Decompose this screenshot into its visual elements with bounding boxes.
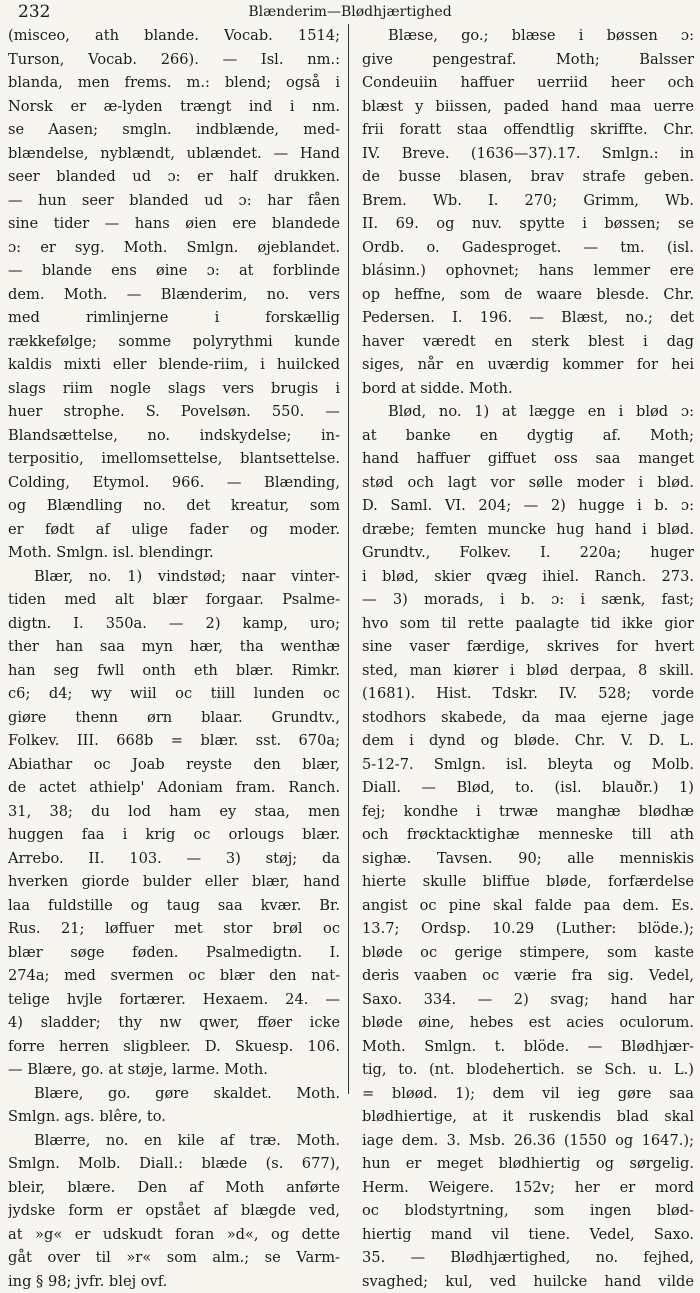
text-line: hand haffuer giffuet oss saa manget [362, 447, 694, 471]
text-line: c6; d4; wy wiil oc tiill lunden oc [8, 682, 340, 706]
text-line: — 3) morads, i b. ɔ: i sænk, fast; [362, 588, 694, 612]
text-line: i blød, skier qvæg ihiel. Ranch. 273. [362, 565, 694, 589]
text-line: hun er meget blødhiertig og sørgelig. [362, 1152, 694, 1176]
text-line: slags riim nogle slags vers brugis i [8, 377, 340, 401]
text-line: og Blændling no. det kreatur, som [8, 494, 340, 518]
text-line: kaldis mixti eller blende-riim, i huilcked [8, 353, 340, 377]
text-line: Grundtv., Folkev. I. 220a; huger [362, 541, 694, 565]
text-line: Blæse, go.; blæse i bøssen ɔ: [362, 24, 694, 48]
text-line: = bløød. 1); dem vil ieg gøre saa [362, 1082, 694, 1106]
running-title: Blænderim—Blødhjærtighed [10, 4, 690, 20]
text-line: blásinn.) ophovnet; hans lemmer ere [362, 259, 694, 283]
text-line: ɔ: er syg. Moth. Smlgn. øjeblandet. [8, 236, 340, 260]
text-line: och frøcktacktighæ menneske till ath [362, 823, 694, 847]
text-line: hvo som til rette paalagte tid ikke gior [362, 612, 694, 636]
text-line: deris vaaben oc værie fra sig. Vedel, [362, 964, 694, 988]
text-line: at »g« er udskudt foran »d«, og dette [8, 1223, 340, 1247]
text-line: tig, to. (nt. blodehertich. se Sch. u. L.) [362, 1058, 694, 1082]
text-line: stodhors skabede, da maa ejerne jage [362, 706, 694, 730]
text-line: sine tider — hans øien ere blandede [8, 212, 340, 236]
text-line: Diall. — Blød, to. (isl. blauðr.) 1) [362, 776, 694, 800]
text-line: giøre thenn ørn blaar. Grundtv., [8, 706, 340, 730]
text-line: (misceo, ath blande. Vocab. 1514; [8, 24, 340, 48]
text-line: de actet athielp' Adoniam fram. Ranch. [8, 776, 340, 800]
text-line: hiertig mand vil tiene. Vedel, Saxo. [362, 1223, 694, 1247]
text-line: Brem. Wb. I. 270; Grimm, Wb. [362, 189, 694, 213]
text-line: blødhiertige, at it ruskendis blad skal [362, 1105, 694, 1129]
text-line: Moth. Smlgn. isl. blendingr. [8, 541, 340, 565]
text-line: se Aasen; smgln. indblænde, med- [8, 118, 340, 142]
text-line: IV. Breve. (1636—37).17. Smlgn.: in [362, 142, 694, 166]
text-line: Moth. Smlgn. t. blöde. — Blødhjær- [362, 1035, 694, 1059]
text-line: svaghed; kul, ved huilcke hand vilde [362, 1270, 694, 1293]
text-line: hierte skulle bliffue bløde, forfærdelse [362, 870, 694, 894]
text-line: Saxo. 334. — 2) svag; hand har [362, 988, 694, 1012]
text-line: terpositio, imellomsettelse, blantsettelse. [8, 447, 340, 471]
text-line: oc blodstyrtning, som ingen blød- [362, 1199, 694, 1223]
text-line: huer strophe. S. Povelsøn. 550. — [8, 400, 340, 424]
text-line: bløde oc gerige stimpere, som kaste [362, 941, 694, 965]
text-line: 35. — Blødhjærtighed, no. fejhed, [362, 1246, 694, 1270]
text-line: bløde øine, hebes est acies oculorum. [362, 1011, 694, 1035]
text-line: Blærre, no. en kile af træ. Moth. [8, 1129, 340, 1153]
text-line: han seg fwll onth eth blær. Rimkr. [8, 659, 340, 683]
text-line: sine vaser færdige, skrives for hvert [362, 635, 694, 659]
text-line: at banke en dygtig af. Moth; [362, 424, 694, 448]
text-line: jydske form er opstået af blægde ved, [8, 1199, 340, 1223]
text-line: telige hvjle fortærer. Hexaem. 24. — [8, 988, 340, 1012]
text-line: Abiathar oc Joab reyste den blær, [8, 753, 340, 777]
text-line: Blød, no. 1) at lægge en i blød ɔ: [362, 400, 694, 424]
text-line: dem i dynd og bløde. Chr. V. D. L. [362, 729, 694, 753]
text-line: Norsk er æ-lyden trængt ind i nm. [8, 95, 340, 119]
text-line: D. Saml. VI. 204; — 2) hugge i b. ɔ: [362, 494, 694, 518]
text-line: Arrebo. II. 103. — 3) støj; da [8, 847, 340, 871]
left-column [8, 24, 340, 1293]
text-line: Condeuiin haffuer uerriid heer och [362, 71, 694, 95]
text-line: bleir, blære. Den af Moth anførte [8, 1176, 340, 1200]
text-line: 4) sladder; thy nw qwer, fføer icke [8, 1011, 340, 1035]
text-line: 274a; med svermen oc blær den nat- [8, 964, 340, 988]
right-column [362, 24, 694, 1293]
text-line: Herm. Weigere. 152v; her er mord [362, 1176, 694, 1200]
text-line: give pengestraf. Moth; Balsser [362, 48, 694, 72]
text-line: ing § 98; jvfr. blej ovf. [8, 1270, 340, 1293]
text-line: gåt over til »r« som alm.; se Varm- [8, 1246, 340, 1270]
text-line: iage dem. 3. Msb. 26.36 (1550 og 1647.); [362, 1129, 694, 1153]
text-line: Smlgn. Molb. Diall.: blæde (s. 677), [8, 1152, 340, 1176]
text-line: angist oc pine skal falde paa dem. Es. [362, 894, 694, 918]
text-line: siges, når en uværdig kommer for hei [362, 353, 694, 377]
text-line: frii foratt staa offendtlig skriffte. Chr. [362, 118, 694, 142]
text-line: bord at sidde. Moth. [362, 377, 694, 401]
text-line: forre herren sligbleer. D. Skuesp. 106. [8, 1035, 340, 1059]
text-line: sted, man kiører i blød derpaa, 8 skill. [362, 659, 694, 683]
text-line: haver væredt en sterk blest i dag [362, 330, 694, 354]
text-line: 5-12-7. Smlgn. isl. bleyta og Molb. [362, 753, 694, 777]
text-line: 13.7; Ordsp. 10.29 (Luther: blöde.); [362, 917, 694, 941]
text-line: II. 69. og nuv. spytte i bøssen; se [362, 212, 694, 236]
text-line: Blære, go. gøre skaldet. Moth. [8, 1082, 340, 1106]
text-line: Rus. 21; løffuer met stor brøl oc [8, 917, 340, 941]
text-line: stød och lagt vor sølle moder i blød. [362, 471, 694, 495]
text-line: de busse blasen, brav strafe geben. [362, 165, 694, 189]
text-line: blær søge føden. Psalmedigtn. I. [8, 941, 340, 965]
text-line: — blande ens øine ɔ: at forblinde [8, 259, 340, 283]
text-line: tiden med alt blær forgaar. Psalme- [8, 588, 340, 612]
text-line: Blær, no. 1) vindstød; naar vinter- [8, 565, 340, 589]
text-line: dræbe; femten muncke hug hand i blød. [362, 518, 694, 542]
text-line: — hun seer blanded ud ɔ: har fåen [8, 189, 340, 213]
text-line: med rimlinjerne i forskællig [8, 306, 340, 330]
text-line: Pedersen. I. 196. — Blæst, no.; det [362, 306, 694, 330]
text-line: Ordb. o. Gadesproget. — tm. (isl. [362, 236, 694, 260]
text-line: er født af ulige fader og moder. [8, 518, 340, 542]
text-line: Folkev. III. 668b = blær. sst. 670a; [8, 729, 340, 753]
text-line: ther han saa myn hær, tha wenthæ [8, 635, 340, 659]
text-line: digtn. I. 350a. — 2) kamp, uro; [8, 612, 340, 636]
text-line: rækkefølge; somme polyrythmi kunde [8, 330, 340, 354]
text-line: Blandsættelse, no. indskydelse; in- [8, 424, 340, 448]
text-line: fej; kondhe i trwæ manghæ blødhæ [362, 800, 694, 824]
text-line: sighæ. Tavsen. 90; alle menniskis [362, 847, 694, 871]
text-line: op heffne, som de waare blesde. Chr. [362, 283, 694, 307]
page-header [10, 2, 690, 24]
text-line: (1681). Hist. Tdskr. IV. 528; vorde [362, 682, 694, 706]
text-line: Colding, Etymol. 966. — Blænding, [8, 471, 340, 495]
text-line: blanda, men frems. m.: blend; også i [8, 71, 340, 95]
text-line: blæst y biissen, paded hand maa uerre [362, 95, 694, 119]
text-line: — Blære, go. at støje, larme. Moth. [8, 1058, 340, 1082]
text-line: 31, 38; du lod ham ey staa, men [8, 800, 340, 824]
text-line: hverken giorde bulder eller blær, hand [8, 870, 340, 894]
text-line: Smlgn. ags. blêre, to. [8, 1105, 340, 1129]
text-line: blændelse, nyblændt, ublændet. — Hand [8, 142, 340, 166]
column-divider [348, 24, 349, 1094]
text-line: Turson, Vocab. 266). — Isl. nm.: [8, 48, 340, 72]
text-line: laa fuldstille og taug saa kvær. Br. [8, 894, 340, 918]
text-line: dem. Moth. — Blænderim, no. vers [8, 283, 340, 307]
text-line: huggen faa i krig oc orlougs blær. [8, 823, 340, 847]
page-number: 232 [18, 2, 50, 22]
text-line: seer blanded ud ɔ: er half drukken. [8, 165, 340, 189]
